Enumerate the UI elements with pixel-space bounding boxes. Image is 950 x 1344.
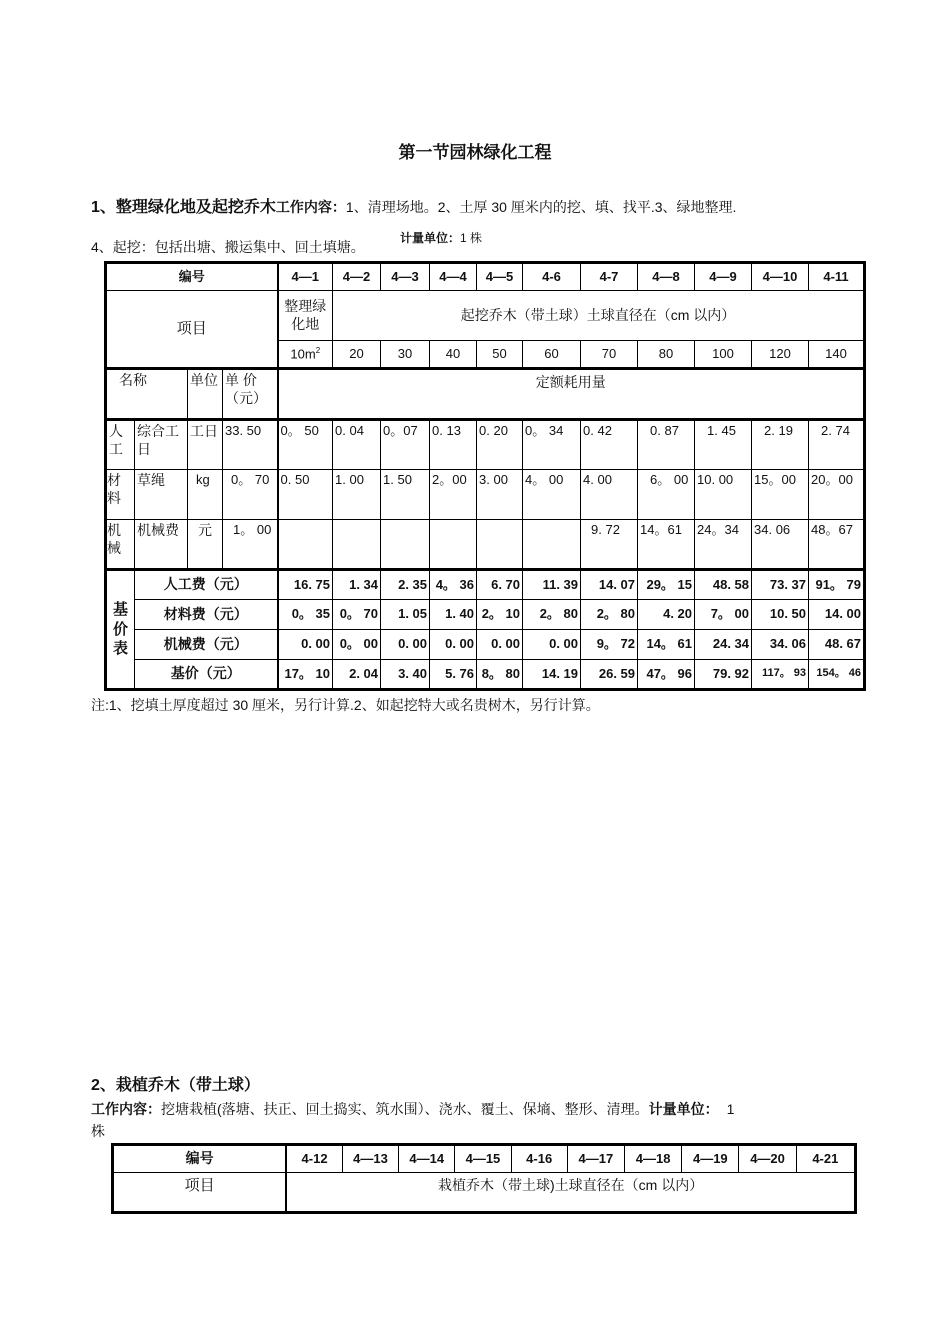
- code-cell: 4—14: [399, 1145, 455, 1173]
- code-cell: 4-21: [796, 1145, 855, 1173]
- machine-qty: 14。61: [638, 520, 695, 570]
- size-cell: 60: [523, 341, 581, 369]
- base-cost: 47。 96: [638, 660, 695, 690]
- base-cost: 14。 61: [638, 630, 695, 660]
- machine-qty: 34. 06: [752, 520, 809, 570]
- machine-price: 1。 00: [223, 520, 278, 570]
- code-cell: 4-12: [286, 1145, 342, 1173]
- section1-line2: 4、起挖：包括出塘、搬运集中、回土填塘。: [91, 239, 365, 255]
- material-qty: 1. 50: [381, 470, 430, 520]
- base-cost: 0。 70: [333, 600, 381, 630]
- material-cat: 材料: [106, 470, 135, 520]
- labor-qty: 0. 20: [477, 420, 523, 470]
- material-name: 草绳: [135, 470, 188, 520]
- code-cell: 4—3: [381, 263, 430, 291]
- labor-name: 综合工日: [135, 420, 188, 470]
- base-cost: 4. 20: [638, 600, 695, 630]
- section1-work-text: 1、清理场地。2、土厚 30 厘米内的挖、填、找平.3、绿地整理.: [345, 199, 737, 215]
- code-cell: 4—2: [333, 263, 381, 291]
- size-value: 10m: [290, 346, 316, 362]
- material-price: 0。 70: [223, 470, 278, 520]
- base-row-label: 基价（元）: [135, 660, 278, 690]
- material-qty: 4。 00: [523, 470, 581, 520]
- material-qty: 6。 00: [638, 470, 695, 520]
- base-cost: 48. 67: [809, 630, 865, 660]
- base-cost: 5. 76: [430, 660, 477, 690]
- base-row-label: 人工费（元）: [135, 570, 278, 600]
- base-label-cell: [106, 570, 135, 690]
- item-label: 项目: [106, 291, 278, 369]
- labor-cat: 人工: [106, 420, 135, 470]
- base-cost: 117。 93: [752, 660, 809, 690]
- section2-unit-value: 1: [726, 1101, 735, 1117]
- page-title: 第一节园林绿化工程: [398, 143, 552, 162]
- quota-table-1: [104, 261, 866, 691]
- labor-qty: 0. 87: [638, 420, 695, 470]
- base-cost: 17。 10: [278, 660, 333, 690]
- section1-unit: [400, 229, 482, 246]
- item-first: 整理绿化地: [278, 291, 333, 341]
- size-cell: 120: [752, 341, 809, 369]
- machine-cat: 机械: [106, 520, 135, 570]
- code-cell: 4—1: [278, 263, 333, 291]
- code-cell: 4—17: [567, 1145, 624, 1173]
- base-cost: 2。 80: [581, 600, 638, 630]
- section2-unit-tail: 株: [91, 1123, 105, 1139]
- labor-price: 33. 50: [223, 420, 278, 470]
- code-cell: 4—15: [455, 1145, 511, 1173]
- code-cell: 4-16: [511, 1145, 567, 1173]
- section1-line1: [91, 194, 736, 217]
- material-qty: 10. 00: [695, 470, 752, 520]
- base-cost: 7。 00: [695, 600, 752, 630]
- machine-qty: [333, 520, 381, 570]
- item-span: 起挖乔木（带土球）土球直径在（cm 以内）: [333, 291, 865, 341]
- base-row-label: 材料费（元）: [135, 600, 278, 630]
- code-label: 编号: [106, 263, 278, 291]
- section1-heading: 1、整理绿化地及起挖乔木: [91, 199, 276, 216]
- code-cell: 4—20: [739, 1145, 796, 1173]
- labor-qty: 0. 42: [581, 420, 638, 470]
- machine-qty: [477, 520, 523, 570]
- size-sup: 2: [315, 345, 321, 355]
- code-cell: 4-6: [523, 263, 581, 291]
- code-cell: 4-7: [581, 263, 638, 291]
- machine-qty: 48。67: [809, 520, 865, 570]
- base-cost: 1. 05: [381, 600, 430, 630]
- item-span: 栽植乔木（带土球)土球直径在（cm 以内）: [286, 1173, 855, 1213]
- base-row-label: 机械费（元）: [135, 630, 278, 660]
- size-cell: 40: [430, 341, 477, 369]
- code-label: 编号: [113, 1145, 287, 1173]
- base-label: 基价表: [113, 601, 129, 658]
- base-cost: 29。 15: [638, 570, 695, 600]
- base-cost: 8。 80: [477, 660, 523, 690]
- section2-unit-label: 计量单位：: [648, 1101, 719, 1117]
- base-cost: 3. 40: [381, 660, 430, 690]
- size-cell: 100: [695, 341, 752, 369]
- code-cell: 4—5: [477, 263, 523, 291]
- base-cost: 0. 00: [278, 630, 333, 660]
- machine-qty: [430, 520, 477, 570]
- size-cell: [278, 341, 333, 369]
- hdr-price: 单 价（元）: [223, 369, 278, 420]
- material-qty: 0. 50: [278, 470, 333, 520]
- base-cost: 73. 37: [752, 570, 809, 600]
- base-cost: 34. 06: [752, 630, 809, 660]
- base-cost: 24. 34: [695, 630, 752, 660]
- section2-work-text: 挖塘栽植(落塘、扶正、回土捣实、筑水围）、浇水、覆土、保墒、整形、清理。: [161, 1101, 649, 1117]
- labor-qty: 0. 04: [333, 420, 381, 470]
- base-cost: 48. 58: [695, 570, 752, 600]
- base-cost: 2. 04: [333, 660, 381, 690]
- base-cost: 79. 92: [695, 660, 752, 690]
- hdr-name: 名称: [106, 369, 188, 420]
- base-cost: 2. 35: [381, 570, 430, 600]
- table1-note: 注:1、挖填土厚度超过 30 厘米，另行计算.2、如起挖特大或名贵树木，另行计算。: [91, 697, 600, 713]
- section1-unit-value: 1 株: [460, 231, 483, 245]
- base-cost: 1. 34: [333, 570, 381, 600]
- base-cost: 14. 19: [523, 660, 581, 690]
- base-cost: 0. 00: [523, 630, 581, 660]
- material-qty: 20。00: [809, 470, 865, 520]
- base-cost: 10. 50: [752, 600, 809, 630]
- section2-heading: 2、栽植乔木（带土球）: [91, 1077, 260, 1094]
- base-cost: 26. 59: [581, 660, 638, 690]
- base-cost: 0。 00: [333, 630, 381, 660]
- base-cost: 0。 35: [278, 600, 333, 630]
- labor-qty: 1. 45: [695, 420, 752, 470]
- material-unit: kg: [188, 470, 223, 520]
- hdr-qty: 定额耗用量: [278, 369, 865, 420]
- labor-qty: 0. 13: [430, 420, 477, 470]
- labor-qty: 0。07: [381, 420, 430, 470]
- section1-work-label: 工作内容：: [275, 199, 346, 215]
- code-cell: 4-11: [809, 263, 865, 291]
- base-cost: 0. 00: [381, 630, 430, 660]
- base-cost: 14. 07: [581, 570, 638, 600]
- size-cell: 20: [333, 341, 381, 369]
- size-cell: 80: [638, 341, 695, 369]
- size-cell: 70: [581, 341, 638, 369]
- size-cell: 30: [381, 341, 430, 369]
- code-cell: 4—9: [695, 263, 752, 291]
- machine-qty: 24。34: [695, 520, 752, 570]
- section2-work-label: 工作内容：: [91, 1101, 161, 1117]
- base-cost: 0. 00: [430, 630, 477, 660]
- labor-qty: 2. 19: [752, 420, 809, 470]
- code-cell: 4—8: [638, 263, 695, 291]
- code-cell: 4—10: [752, 263, 809, 291]
- machine-name: 机械费: [135, 520, 188, 570]
- material-qty: 3. 00: [477, 470, 523, 520]
- section1-unit-label: 计量单位：: [400, 231, 461, 245]
- material-qty: 2。00: [430, 470, 477, 520]
- base-cost: 11. 39: [523, 570, 581, 600]
- base-cost: 9。 72: [581, 630, 638, 660]
- base-cost: 154。 46: [809, 660, 865, 690]
- labor-qty: 0。 34: [523, 420, 581, 470]
- code-cell: 4—13: [342, 1145, 398, 1173]
- base-cost: 6. 70: [477, 570, 523, 600]
- code-cell: 4—18: [625, 1145, 682, 1173]
- material-qty: 1. 00: [333, 470, 381, 520]
- machine-qty: [523, 520, 581, 570]
- base-cost: 2。 10: [477, 600, 523, 630]
- base-cost: 0. 00: [477, 630, 523, 660]
- code-cell: 4—4: [430, 263, 477, 291]
- base-cost: 14. 00: [809, 600, 865, 630]
- machine-qty: [381, 520, 430, 570]
- size-cell: 50: [477, 341, 523, 369]
- item-label: 项目: [113, 1173, 287, 1213]
- labor-qty: 0。 50: [278, 420, 333, 470]
- quota-table-2: [111, 1143, 857, 1214]
- machine-qty: [278, 520, 333, 570]
- section2-work-line: [91, 1099, 734, 1119]
- machine-qty: 9. 72: [581, 520, 638, 570]
- code-cell: 4—19: [682, 1145, 739, 1173]
- base-cost: 4。 36: [430, 570, 477, 600]
- base-cost: 1. 40: [430, 600, 477, 630]
- base-cost: 91。 79: [809, 570, 865, 600]
- labor-unit: 工日: [188, 420, 223, 470]
- machine-unit: 元: [188, 520, 223, 570]
- labor-qty: 2. 74: [809, 420, 865, 470]
- hdr-unit: 单位: [188, 369, 223, 420]
- material-qty: 15。00: [752, 470, 809, 520]
- base-cost: 16. 75: [278, 570, 333, 600]
- material-qty: 4. 00: [581, 470, 638, 520]
- base-cost: 2。 80: [523, 600, 581, 630]
- size-cell: 140: [809, 341, 865, 369]
